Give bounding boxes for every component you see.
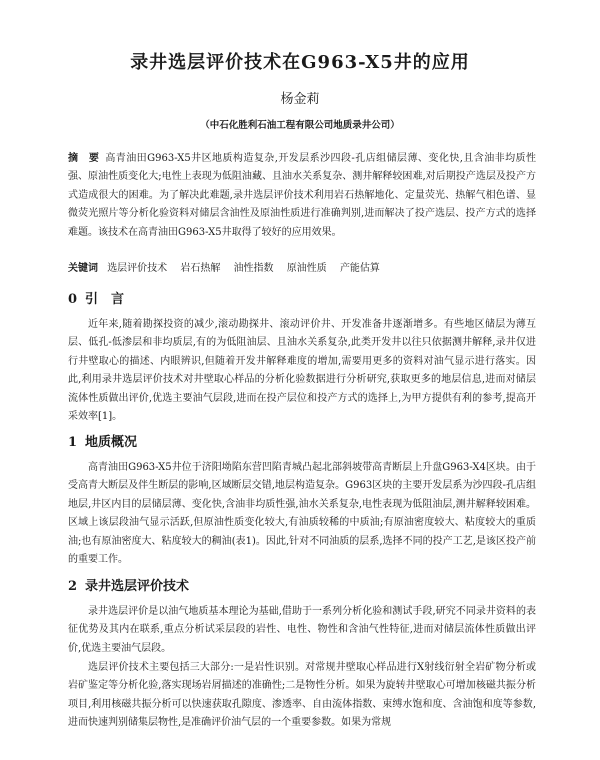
author-name: 杨金莉 [280, 92, 320, 107]
keyword: 选层评价技术 [107, 263, 168, 274]
section-heading-geology [68, 431, 137, 450]
keywords-label: 关键词 [68, 263, 98, 274]
abstract-label: 摘 要 [68, 153, 100, 164]
section-heading-introduction [68, 288, 124, 307]
section-number: 0 [68, 292, 78, 307]
section-title: 地质概况 [85, 435, 138, 450]
keyword: 产能估算 [339, 263, 380, 274]
section-title: 录井选层评价技术 [85, 579, 190, 594]
section-heading-method [68, 575, 189, 594]
paragraph: 录井选层评价是以油气地质基本理论为基础,借助于一系列分析化验和测试手段,研究不同录井资料的表征优势及其内在联系,重点分析试采层段的岩性、电性、物性和含油气性特征,进而对储层流体性质做出评价,优选主要油气层段。 [68, 606, 536, 654]
keywords [68, 261, 536, 277]
paper-title: 录井选层评价技术在G963-X5井的应用 [130, 52, 470, 73]
abstract [68, 150, 536, 242]
paragraph: 选层评价技术主要包括三大部分:一是岩性识别。对常规井壁取心样品进行X射线衍射全岩矿物分析或岩矿鉴定等分析化验,落实现场岩屑描述的准确性;二是物性分析。如果为旋转井壁取心可增加核磁共振分析项目,利用核磁共振分析可以快速获取孔隙度、渗透率、自由流体指数、束缚水饱和度、含油饱和度等参数,进而快速判别储集层物性,是准确评价油气层的一个重要参数。如果为常规 [68, 662, 536, 729]
keyword: 原油性质 [286, 263, 327, 274]
affiliation: （中石化胜利石油工程有限公司地质录井公司） [200, 120, 400, 131]
section-title: 引 言 [85, 292, 125, 307]
paragraph: 高青油田G963-X5井位于济阳坳陷东营凹陷青城凸起北部斜坡带高青断层上升盘G963-X4区块。由于受高青大断层及伴生断层的影响,区域断层交错,地层构造复杂。G963区块的主要开发层系为沙四段-孔店组地层,井区内目的层储层薄、变化快,含油非均质性强,油水关系复杂,电性表现为低阻油层,测井解释较困难。区域上该层段油气显示活跃,但原油性质变化较大,有油质较稀的中质油;有原油密度较大、粘度较大的重质油;也有原油密度大、粘度较大的稠油(表1)。因此,针对不同油质的层系,选择不同的投产工艺,是该区投产前的重要工作。 [68, 462, 536, 566]
section-number: 1 [68, 435, 78, 450]
keyword: 油性指数 [233, 263, 274, 274]
section-number: 2 [68, 579, 78, 594]
paragraph: 近年来,随着勘探投资的减少,滚动勘探井、滚动评价井、开发准备井逐渐增多。有些地区储层为薄互层、低孔-低渗层和非均质层,有的为低阻油层、且油水关系复杂,此类开发井以往只依据测井解释,录井仅进行井壁取心的描述、内眼辨识,但随着开发井解释难度的增加,需要用更多的资料对油气显示进行落实。因此,利用录井选层评价技术对井壁取心样品的分析化验数据进行分析研究,获取更多的地层信息,进而对储层流体性质做出评价,优选主要油气层段,进而在投产层位和投产方式的选择上,为甲方提供有利的参考,提高开采效率[1]。 [68, 319, 536, 423]
abstract-text: 高青油田G963-X5井区地质构造复杂,开发层系沙四段-孔店组储层薄、变化快,且含油非均质性强、原油性质变化大;电性上表现为低阻油藏、且油水关系复杂、测井解释较困难,对后期投产选层及投产方式造成很大的困难。为了解决此难题,录井选层评价技术利用岩石热解地化、定量荧光、热解气相色谱、显微荧光照片等分析化验资料对储层含油性及原油性质进行准确判别,进而解决了投产选层、投产方式的选择难题。该技术在高青油田G963-X5井取得了较好的应用效果。 [68, 153, 536, 238]
keyword: 岩石热解 [180, 263, 221, 274]
